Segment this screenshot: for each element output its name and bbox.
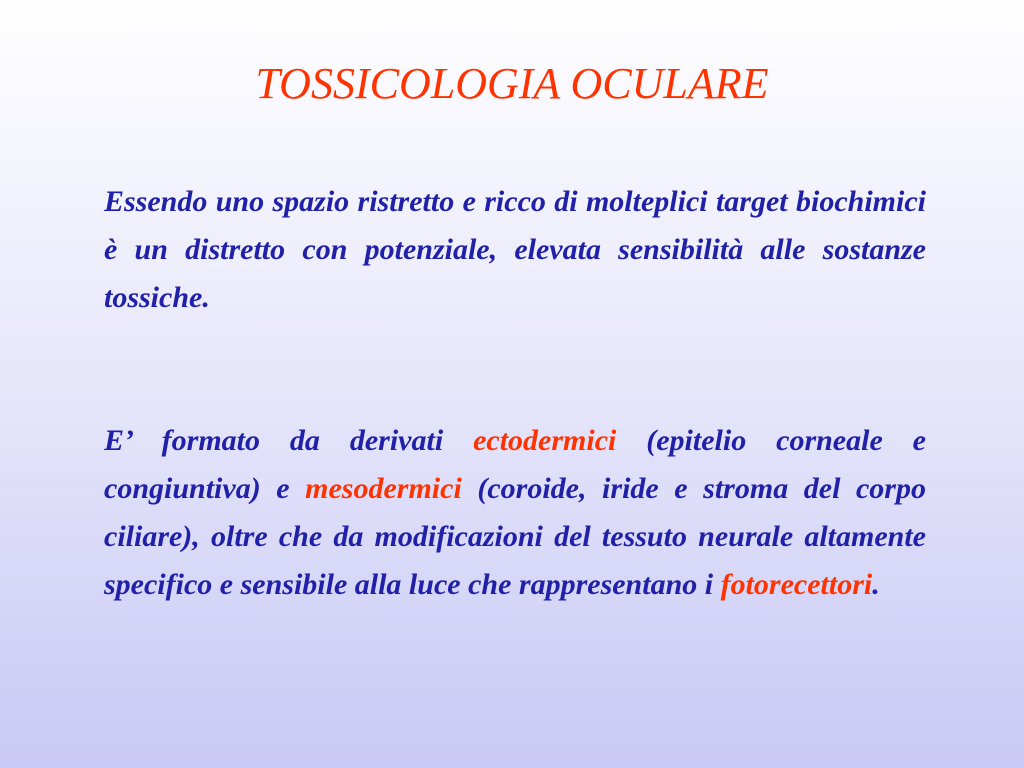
paragraph-origin: [104, 417, 926, 609]
highlight-fotorecettori: fotorecettori: [720, 568, 873, 601]
paragraph-origin-text-4: .: [872, 568, 880, 601]
highlight-mesodermici: mesodermici: [305, 472, 462, 505]
highlight-ectodermici: ectodermici: [473, 424, 617, 457]
paragraph-intro: Essendo uno spazio ristretto e ricco di molteplici target biochimici è un distretto con potenziale, elevata sensibilità alle sostanze tossiche.: [104, 185, 926, 314]
slide-title: TOSSICOLOGIA OCULARE: [255, 59, 769, 108]
paragraph-origin-text-1: E’ formato da derivati: [104, 424, 474, 457]
paragraph-origin-text-2: (epitelio corneale e congiuntiva) e: [104, 424, 926, 505]
paragraph-origin-text-3: (coroide, iride e stroma del corpo ciliare), oltre che da modificazioni del tessuto neurale altamente specifico e sensibile alla luce che rappresentano i: [104, 472, 926, 601]
